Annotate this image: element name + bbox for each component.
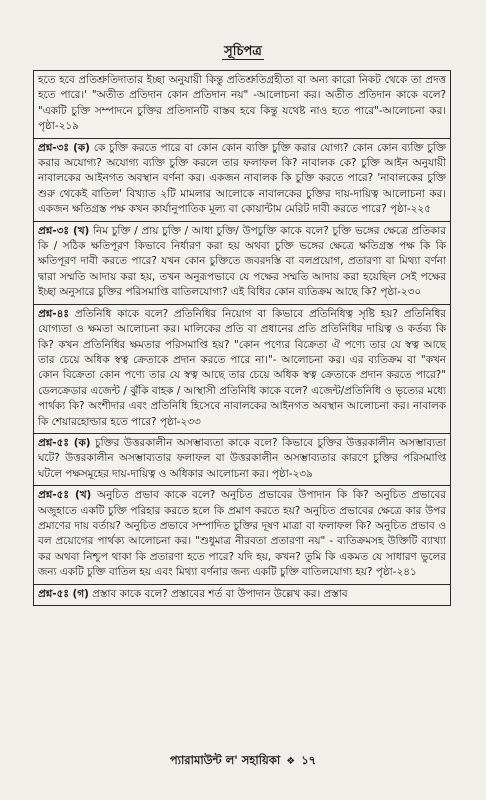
- page-title: [0, 42, 486, 63]
- entry-text: নিম চুক্তি / প্রায় চুক্তি / আধা চুক্তি/ উপচুক্তি কাকে বলে? চুক্তি ভঙ্গের ক্ষেত্রে প্রতিকার কি / সঠিক ক্ষতিপূরণ কিভাবে নির্ধারণ করা হয় অথবা চুক্তি ভঙ্গের ক্ষেত্রে ক্ষতিগ্রস্ত পক্ষ কি কি ক্ষতিপূরণ দাবী করতে পারে? যখন কোন চুক্তিতে জবরদস্তি বা বলপ্রয়োগ, প্রতারণা বা মিথ্যা বর্ণনা দ্বারা সম্মতি আদায় করা হয়, তখন অনুরূপভাবে যে পক্ষের সম্মতি আদায় করা হয়েছিল সেই পক্ষের ইচ্ছা অনুসারে চুক্তির পরিসমাপ্তি বাতিলযোগ্য? এই বিধির কোন ব্যতিক্রম আছে কি? পৃষ্ঠা-২৩০: [38, 224, 446, 299]
- entry-text: হতে হবে প্রতিশ্রুতিদাতার ইচ্ছা অনুযায়ী কিন্তু প্রতিশ্রুতিগ্রহীতা বা অন্য কারো নিকট থেকে তা প্রদত্ত হতে পারে।' "অতীত প্রতিদান কোন প্রতিদান নয়" -আলোচনা কর। অতীত প্রতিদান কাকে বলে? "একটি চুক্তি সম্পাদনে চুক্তির প্রতিদানটি বাস্তব হবে কিন্তু যথেষ্ট নাও হতে পারে"-আলোচনা কর। পৃষ্ঠা-২১৯: [38, 74, 446, 133]
- entry-text: প্রতিনিধি কাকে বলে? প্রতিনিধির নিয়োগ বা কিভাবে প্রতিনিধিত্ব সৃষ্টি হয়? প্রতিনিধির যোগ্যতা ও ক্ষমতা আলোচনা কর। মালিকের প্রতি বা প্রধানের প্রতি প্রতিনিধির দায়িত্ব ও কর্তব্য কি কি? কখন প্রতিনিধির ক্ষমতার পরিসমাপ্তি হয়? "কোন পণ্যের বিক্রেতা ঐ পণ্যে তার যে স্বত্ব আছে তার চেয়ে অধিক স্বত্ব ক্রেতাকে প্রদান করতে পারে না।"- আলোচনা কর। এর ব্যতিক্রম বা "কখন কোন বিক্রেতা কোন পণ্যে তার যে স্বত্ব আছে তার চেয়ে অধিক স্বত্ব ক্রেতাকে প্রদান করতে পারে?" ডেলক্রেডার এজেন্ট / ঝুঁকি বাহক / আস্থাসী প্রতিনিধি কাকে বলে? এজেন্ট/প্রতিনিধি ও ভৃত্যের মধ্যে পার্থক্য কি? অংশীদার এবং প্রতিনিধি হিসেবে নাবালকের আইনগত অবস্থান আলোচনা কর। নাবালক কি শেয়ারহোল্ডার হতে পারে? পৃষ্ঠা-২৩৩: [38, 307, 446, 428]
- entry-text: কে চুক্তি করতে পারে বা কোন কোন ব্যক্তি চুক্তি করার যোগ্য? কোন কোন ব্যক্তি চুক্তি করার অযোগ্য? অযোগ্য ব্যক্তি চুক্তি করলে তার ফলাফল কি? নাবালক কে? চুক্তি আইন অনুযায়ী নাবালকের আইনগত অবস্থান বর্ণনা কর। একজন নাবালক কি চুক্তি করতে পারে? 'নাবালকের চুক্তি শুরু থেকেই বাতিল' বিখ্যাত ২টি মামলার আলোকে নাবালকের চুক্তির দায়-দায়িত্ব আলোচনা কর। একজন ক্ষতিগ্রস্ত পক্ষ কখন কার্যানুপাতিক মূল্য বা কোয়ান্টাম মেরিট দাবী করতে পারে? পৃষ্ঠা-২২৫: [38, 141, 446, 216]
- star-ornament-icon: ❖: [286, 756, 296, 767]
- contents-entry-q5a: [34, 434, 450, 486]
- contents-entry-q3a: [34, 139, 450, 222]
- entry-text: চুক্তির উত্তরকালীন অসম্ভাব্যতা কাকে বলে? কিভাবে চুক্তির উত্তরকালীন অসম্ভাব্যতা ঘটে? উত্তরকালীন অসম্ভাব্যতার ফলাফল বা উত্তরকালীন অসম্ভাব্যতার কারণে চুক্তির পরিসমাপ্তি ঘটলে পক্ষসমূহের দায়-দায়িত্ব ও অধিকার আলোচনা কর। পৃষ্ঠা-২৩৯: [38, 436, 446, 480]
- entry-label: প্রশ্ন-৪ঃ: [38, 307, 69, 320]
- contents-entry-continued: [34, 71, 450, 139]
- page-number: ১৭: [301, 753, 317, 767]
- page-title-text: সূচিপত্র: [224, 44, 262, 59]
- entry-label: প্রশ্ন-৫ঃ (ক): [38, 436, 91, 449]
- page-footer: [0, 752, 486, 771]
- footer-book-title: প্যারামাউন্ট ল' সহায়িকা: [169, 753, 281, 767]
- contents-entry-q3b: [34, 222, 450, 305]
- entry-text: অনুচিত প্রভাব কাকে বলে? অনুচিত প্রভাবের উপাদান কি কি? অনুচিত প্রভাবের অজুহাতে একটি চুক্তি পরিহার করতে হলে কি প্রমাণ করতে হয়? অনুচিত প্রভাবের ক্ষেত্রে কার উপর প্রমাণের দায় বর্তায়? অনুচিত প্রভাবে সম্পাদিত চুক্তির দূষণ মাত্রা বা ফলাফল কি? অনুচিত প্রভাব ও বল প্রয়োগের পার্থক্য আলোচনা কর। "শুধুমাত্র নীরবতা প্রতারণা নয়" - ব্যতিক্রমসহ উক্তিটি ব্যাখ্যা কর অথবা নিশ্চুপ থাকা কি প্রতারণা হতে পারে? যদি হয়, কখন? তুমি কি একমত যে সাধারণ ভুলের জন্য একটি চুক্তি বাতিল হয় এবং মিথ্যা বর্ণনার জন্য একটি চুক্তি বাতিলযোগ্য হয়? পৃষ্ঠা-২৪১: [38, 489, 446, 579]
- entry-label: প্রশ্ন-৩ঃ (খ): [38, 224, 90, 237]
- entry-label: প্রশ্ন-৩ঃ (ক): [38, 141, 90, 154]
- entry-label: প্রশ্ন-৫ঃ (গ): [38, 587, 89, 600]
- entry-text: প্রস্তাব কাকে বলে? প্রস্তাবের শর্ত বা উপাদান উল্লেখ কর। প্রস্তাব: [88, 587, 348, 600]
- contents-table: [33, 70, 451, 606]
- contents-entry-q5c: [34, 585, 450, 605]
- contents-entry-q5b: [34, 486, 450, 584]
- contents-entry-q4: [34, 305, 450, 434]
- entry-label: প্রশ্ন-৫ঃ (খ): [38, 489, 92, 502]
